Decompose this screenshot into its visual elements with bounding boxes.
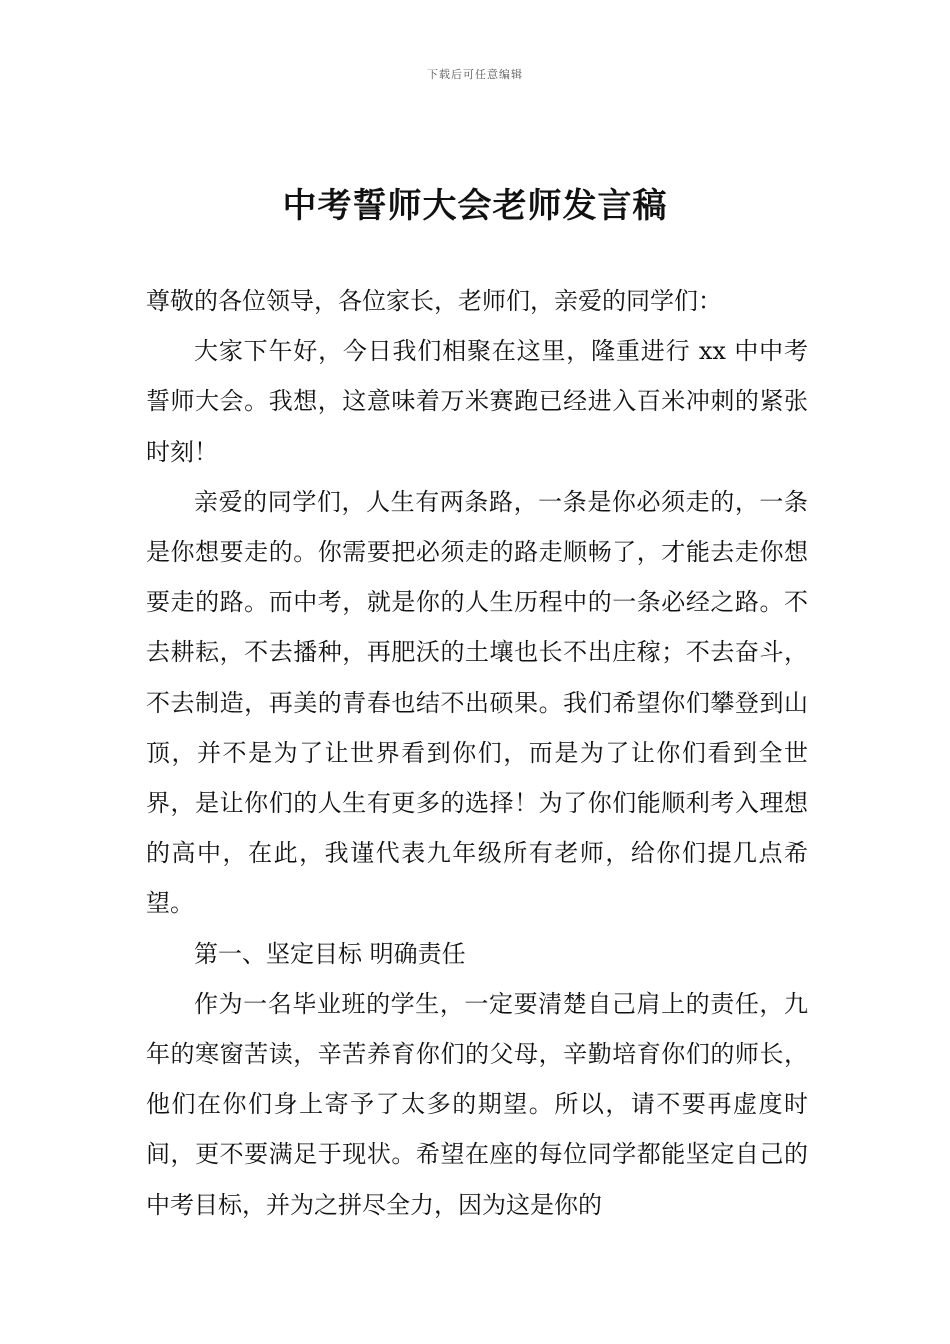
header-note: 下载后可任意编辑: [427, 68, 523, 81]
body-paragraph: 作为一名毕业班的学生，一定要清楚自己肩上的责任，九年的寒窗苦读，辛苦养育你们的父母，辛勤培育你们的师长，他们在你们身上寄予了太多的期望。所以，请不要再虚度时间，更不要满足于现状。希望在座的每位同学都能坚定自己的中考目标，并为之拼尽全力，因为这是你的: [146, 989, 808, 1219]
greeting-paragraph: 大家下午好，今日我们相聚在这里，隆重进行 xx 中中考誓师大会。我想，这意味着万米赛跑已经进入百米冲刺的紧张时刻！: [146, 337, 808, 466]
salutation-paragraph: 尊敬的各位领导，各位家长，老师们，亲爱的同学们：: [146, 287, 722, 315]
document-title: 中考誓师大会老师发言稿: [282, 186, 668, 226]
body-paragraph: 亲爱的同学们，人生有两条路，一条是你必须走的，一条是你想要走的。你需要把必须走的路走顺畅了，才能去走你想要走的路。而中考，就是你的人生历程中的一条必经之路。不去耕耘，不去播种，再肥沃的土壤也长不出庄稼；不去奋斗，不去制造，再美的青春也结不出硕果。我们希望你们攀登到山顶，并不是为了让世界看到你们，而是为了让你们看到全世界，是让你们的人生有更多的选择！为了你们能顺利考入理想的高中，在此，我谨代表九年级所有老师，给你们提几点希望。: [146, 487, 808, 918]
section-heading: 第一、坚定目标 明确责任: [194, 939, 466, 968]
document-body: [146, 276, 808, 1230]
